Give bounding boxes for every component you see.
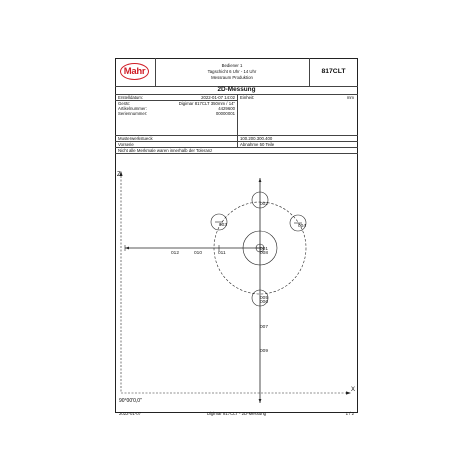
unit-value: mm	[346, 95, 354, 100]
vertical-arrow-icon	[259, 178, 262, 182]
label-005: 005	[260, 296, 269, 301]
prep-value: Abnahme 50 Teile	[240, 141, 275, 147]
label-003: 003	[219, 223, 228, 228]
prep-label: Vorserie	[118, 141, 134, 147]
label-006: 006	[260, 300, 269, 305]
device-label: Gerät:	[118, 101, 130, 106]
serial-label: Seriennummer:	[118, 111, 148, 116]
date-value: 2022-01-07 14:02	[201, 95, 235, 100]
label-004: 004	[298, 224, 307, 229]
brand-name: Mahr	[123, 66, 146, 77]
device-value: Digimar 817CLT 350mm / 14"	[178, 101, 235, 106]
shift-text: Tagschicht 6 Uhr - 14 Uhr	[207, 69, 257, 74]
angle-label: 90°00'0,0"	[119, 398, 142, 404]
label-007: 007	[260, 325, 269, 330]
article-value: 4429600	[218, 106, 235, 111]
room-text: Messraum Produktion	[211, 75, 253, 80]
horizontal-arrow-icon	[125, 247, 129, 250]
serial-value: 00000001	[215, 111, 235, 116]
unit-label: Einheit:	[240, 95, 255, 100]
label-011: 011	[218, 251, 226, 256]
date-label: Erstelldatum:	[118, 95, 144, 100]
sample-value: 100.200.300.400	[240, 135, 273, 141]
label-010: 010	[194, 251, 203, 256]
x-axis-label: X	[351, 387, 356, 393]
label-001: 001	[260, 247, 269, 252]
footer-date: 2022-01-07	[119, 411, 141, 416]
sample-label: Musterwerkstueck	[118, 135, 153, 141]
label-008: 008	[260, 251, 269, 256]
sheet-footer	[115, 410, 358, 418]
measurement-drawing	[115, 58, 358, 413]
footer-doc: Digimar 817CLT - 2D-Messung	[206, 411, 267, 416]
label-009: 009	[260, 349, 269, 354]
vertical-arrow-bottom-icon	[259, 399, 262, 403]
article-label: Artikelnummer:	[118, 106, 147, 111]
footer-page: 1 / 2	[345, 411, 354, 416]
operator-text: Bediener 1	[221, 63, 243, 68]
label-002: 002	[260, 202, 269, 207]
report-title: 2D-Messung	[217, 86, 256, 93]
report-sheet	[115, 58, 358, 421]
z-axis-label: Z	[117, 172, 121, 178]
program-name: 817CLT	[321, 68, 346, 75]
tolerance-note: Nicht alle Merkmale waren innerhalb der Toleranz	[118, 147, 213, 153]
label-012: 012	[171, 251, 180, 256]
